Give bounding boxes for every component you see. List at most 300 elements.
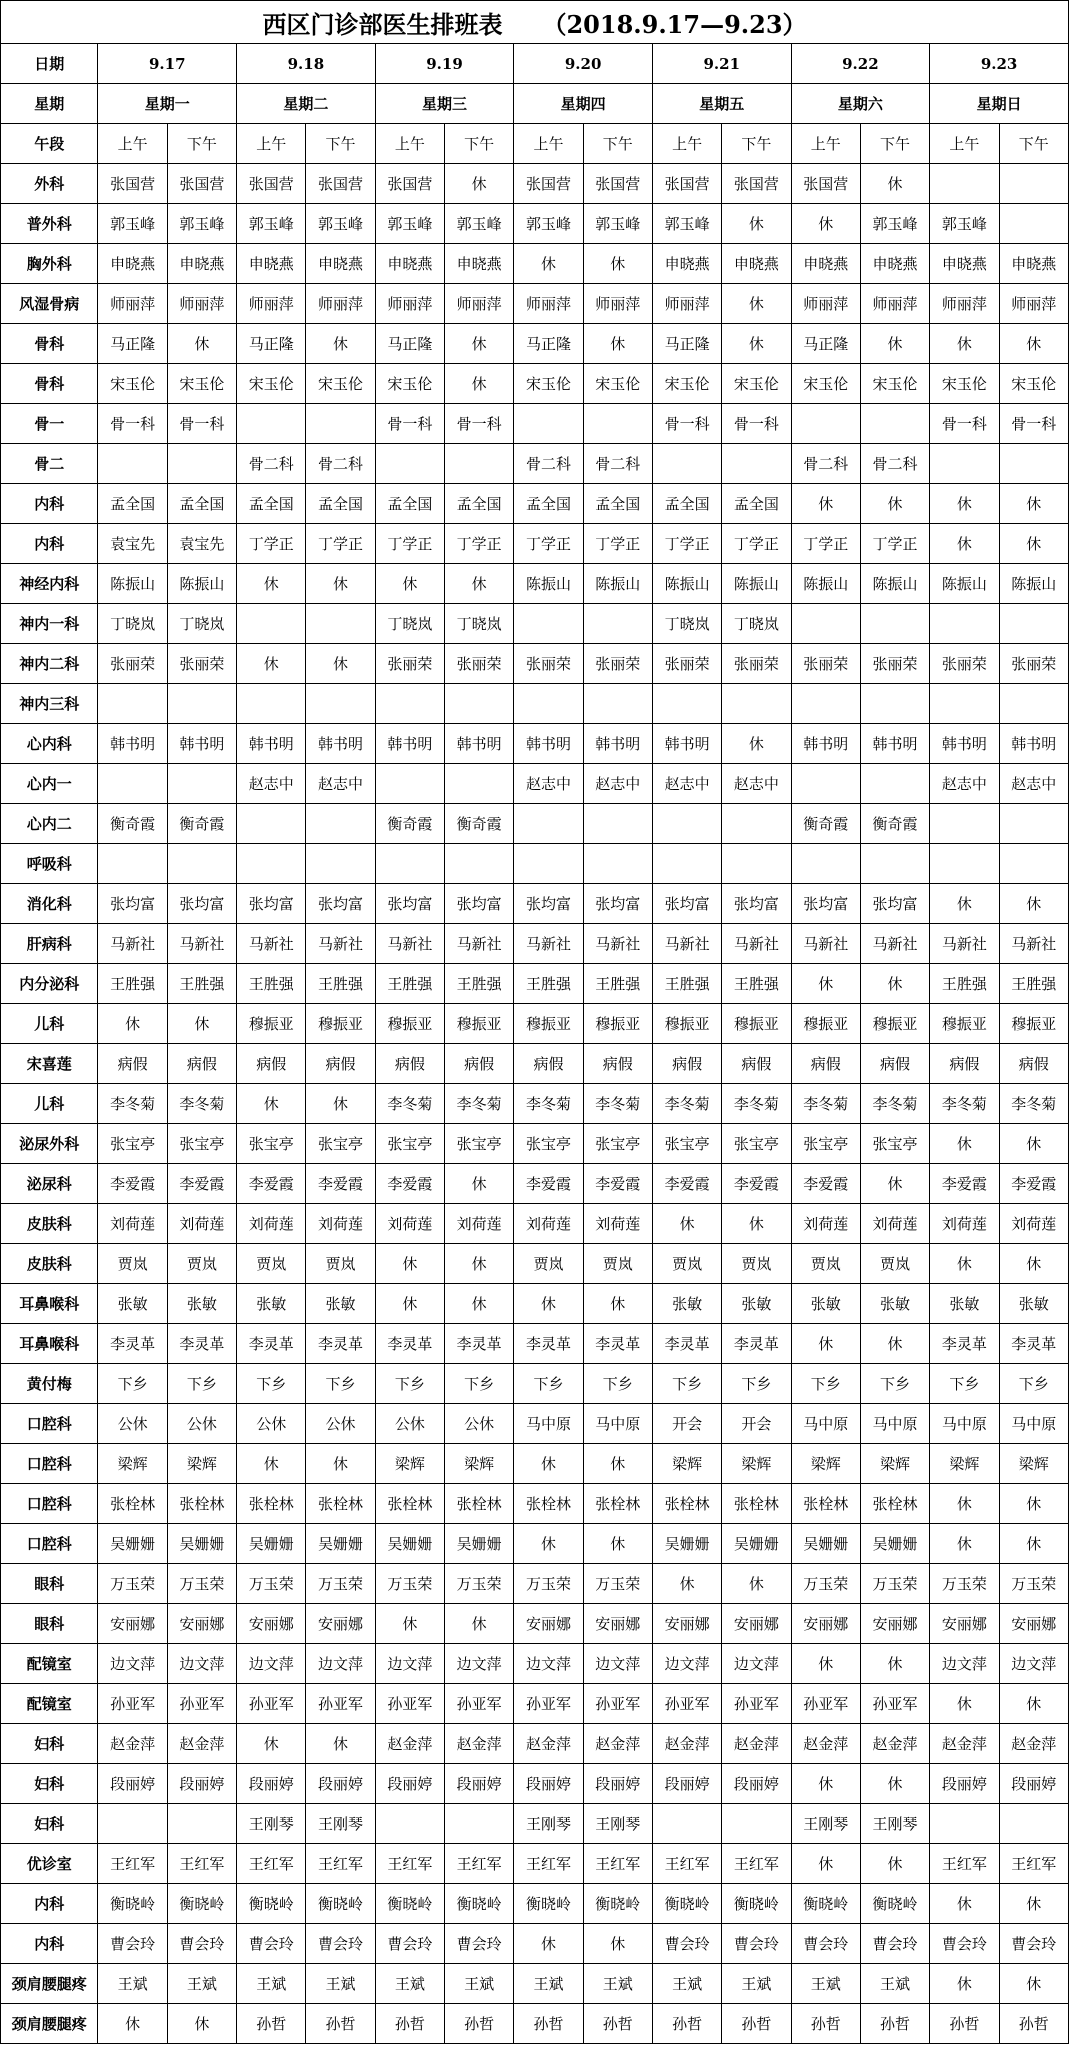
shift-cell — [514, 684, 583, 724]
shift-cell: 衡晓岭 — [375, 1884, 444, 1924]
shift-cell: 段丽婷 — [375, 1764, 444, 1804]
shift-cell: 曹会玲 — [930, 1924, 999, 1964]
shift-cell: 贾岚 — [860, 1244, 929, 1284]
department-cell: 优诊室 — [1, 1844, 98, 1884]
shift-cell: 张国营 — [583, 164, 652, 204]
shift-cell — [930, 684, 999, 724]
shift-cell: 马新社 — [375, 924, 444, 964]
shift-cell — [375, 764, 444, 804]
shift-cell: 李灵革 — [445, 1324, 514, 1364]
shift-cell: 申晓燕 — [722, 244, 791, 284]
shift-cell: 申晓燕 — [98, 244, 167, 284]
shift-cell: 张宝亭 — [306, 1124, 375, 1164]
shift-cell: 衡晓岭 — [514, 1884, 583, 1924]
shift-cell: 马中原 — [791, 1404, 860, 1444]
shift-cell: 张宝亭 — [652, 1124, 721, 1164]
shift-cell: 宋玉伦 — [237, 364, 306, 404]
shift-cell: 陈振山 — [167, 564, 236, 604]
shift-cell: 安丽娜 — [860, 1604, 929, 1644]
shift-cell: 孟全国 — [445, 484, 514, 524]
shift-cell — [167, 764, 236, 804]
table-row — [1, 1044, 1069, 1084]
table-row — [1, 1324, 1069, 1364]
shift-cell: 王刚琴 — [514, 1804, 583, 1844]
shift-cell: 王胜强 — [722, 964, 791, 1004]
shift-cell: 边文萍 — [375, 1644, 444, 1684]
shift-cell: 休 — [167, 1004, 236, 1044]
shift-cell: 申晓燕 — [791, 244, 860, 284]
table-row — [1, 1564, 1069, 1604]
shift-cell: 曹会玲 — [237, 1924, 306, 1964]
shift-cell: 王红军 — [930, 1844, 999, 1884]
shift-cell: 休 — [306, 1724, 375, 1764]
shift-cell: 李爱霞 — [791, 1164, 860, 1204]
department-cell: 内科 — [1, 484, 98, 524]
shift-cell: 张宝亭 — [514, 1124, 583, 1164]
shift-cell: 安丽娜 — [98, 1604, 167, 1644]
shift-cell: 孙亚军 — [306, 1684, 375, 1724]
shift-cell: 张栓林 — [514, 1484, 583, 1524]
shift-cell: 曹会玲 — [791, 1924, 860, 1964]
shift-cell: 万玉荣 — [514, 1564, 583, 1604]
table-row — [1, 644, 1069, 684]
shift-cell: 安丽娜 — [999, 1604, 1069, 1644]
shift-cell: 骨二科 — [583, 444, 652, 484]
shift-cell — [98, 684, 167, 724]
shift-cell: 丁学正 — [445, 524, 514, 564]
shift-cell: 休 — [722, 1564, 791, 1604]
shift-cell — [98, 444, 167, 484]
shift-cell: 休 — [652, 1204, 721, 1244]
shift-cell: 王斌 — [583, 1964, 652, 2004]
shift-cell: 宋玉伦 — [514, 364, 583, 404]
department-cell: 内科 — [1, 524, 98, 564]
shift-cell: 马正隆 — [514, 324, 583, 364]
shift-cell — [722, 804, 791, 844]
shift-cell: 李冬菊 — [375, 1084, 444, 1124]
shift-cell: 段丽婷 — [167, 1764, 236, 1804]
shift-cell: 张丽荣 — [999, 644, 1069, 684]
shift-cell: 宋玉伦 — [583, 364, 652, 404]
shift-cell: 休 — [791, 1324, 860, 1364]
shift-cell: 师丽萍 — [583, 284, 652, 324]
shift-cell: 曹会玲 — [98, 1924, 167, 1964]
shift-cell — [237, 684, 306, 724]
shift-cell: 休 — [930, 1484, 999, 1524]
table-row — [1, 1404, 1069, 1444]
shift-cell: 王红军 — [237, 1844, 306, 1884]
shift-cell: 孟全国 — [167, 484, 236, 524]
shift-cell: 休 — [930, 1524, 999, 1564]
shift-cell: 张国营 — [167, 164, 236, 204]
shift-cell: 李灵革 — [306, 1324, 375, 1364]
shift-cell: 段丽婷 — [652, 1764, 721, 1804]
weekday-label: 星期 — [1, 84, 98, 124]
shift-cell: 公休 — [306, 1404, 375, 1444]
shift-cell: 张栓林 — [445, 1484, 514, 1524]
shift-cell — [375, 844, 444, 884]
shift-cell — [860, 404, 929, 444]
shift-cell: 病假 — [306, 1044, 375, 1084]
shift-cell: 丁学正 — [583, 524, 652, 564]
department-cell: 口腔科 — [1, 1484, 98, 1524]
shift-cell: 孙哲 — [583, 2004, 652, 2044]
shift-cell — [306, 844, 375, 884]
shift-cell: 师丽萍 — [514, 284, 583, 324]
shift-cell: 休 — [306, 1444, 375, 1484]
shift-cell: 休 — [999, 1964, 1069, 2004]
shift-cell: 申晓燕 — [999, 244, 1069, 284]
shift-cell: 休 — [860, 1324, 929, 1364]
table-title: 西区门诊部医生排班表 — [262, 9, 503, 39]
shift-cell: 休 — [791, 964, 860, 1004]
department-cell: 呼吸科 — [1, 844, 98, 884]
shift-cell: 骨一科 — [167, 404, 236, 444]
shift-cell — [999, 204, 1069, 244]
shift-cell: 下乡 — [98, 1364, 167, 1404]
shift-cell: 张丽荣 — [98, 644, 167, 684]
shift-cell: 衡晓岭 — [652, 1884, 721, 1924]
shift-cell: 休 — [98, 1004, 167, 1044]
shift-cell — [791, 684, 860, 724]
shift-cell: 王斌 — [237, 1964, 306, 2004]
date-label: 日期 — [1, 44, 98, 84]
shift-cell — [999, 1804, 1069, 1844]
period-pm-header: 下午 — [167, 124, 236, 164]
shift-cell: 张国营 — [652, 164, 721, 204]
shift-cell: 衡晓岭 — [237, 1884, 306, 1924]
department-cell: 神内一科 — [1, 604, 98, 644]
shift-cell: 休 — [930, 1684, 999, 1724]
shift-cell: 休 — [306, 644, 375, 684]
shift-cell: 张宝亭 — [167, 1124, 236, 1164]
table-row — [1, 1204, 1069, 1244]
department-cell: 心内科 — [1, 724, 98, 764]
shift-cell: 刘荷莲 — [514, 1204, 583, 1244]
shift-cell: 申晓燕 — [652, 244, 721, 284]
shift-cell — [722, 444, 791, 484]
department-cell: 皮肤科 — [1, 1204, 98, 1244]
shift-cell: 马新社 — [98, 924, 167, 964]
shift-cell: 郭玉峰 — [237, 204, 306, 244]
shift-cell: 休 — [375, 1604, 444, 1644]
shift-cell: 孙亚军 — [514, 1684, 583, 1724]
shift-cell: 孙哲 — [791, 2004, 860, 2044]
department-cell: 消化科 — [1, 884, 98, 924]
shift-cell: 休 — [930, 1884, 999, 1924]
shift-cell: 穆振亚 — [375, 1004, 444, 1044]
shift-cell: 张宝亭 — [722, 1124, 791, 1164]
shift-cell: 贾岚 — [791, 1244, 860, 1284]
shift-cell: 骨二科 — [237, 444, 306, 484]
period-am-header: 上午 — [930, 124, 999, 164]
shift-cell: 王红军 — [652, 1844, 721, 1884]
shift-cell: 休 — [999, 1484, 1069, 1524]
shift-cell: 下乡 — [445, 1364, 514, 1404]
shift-cell: 衡奇霞 — [167, 804, 236, 844]
department-cell: 神内二科 — [1, 644, 98, 684]
shift-cell: 李冬菊 — [652, 1084, 721, 1124]
shift-cell: 赵金萍 — [375, 1724, 444, 1764]
table-row — [1, 1084, 1069, 1124]
shift-cell: 贾岚 — [514, 1244, 583, 1284]
department-cell: 配镜室 — [1, 1644, 98, 1684]
shift-cell: 郭玉峰 — [306, 204, 375, 244]
department-cell: 颈肩腰腿疼 — [1, 1964, 98, 2004]
shift-cell: 病假 — [375, 1044, 444, 1084]
shift-cell: 申晓燕 — [237, 244, 306, 284]
shift-cell: 万玉荣 — [791, 1564, 860, 1604]
shift-cell: 张均富 — [167, 884, 236, 924]
shift-cell: 骨一科 — [375, 404, 444, 444]
shift-cell: 张国营 — [237, 164, 306, 204]
shift-cell: 休 — [930, 1964, 999, 2004]
date-header: 9.19 — [375, 44, 514, 84]
shift-cell: 陈振山 — [583, 564, 652, 604]
period-am-header: 上午 — [375, 124, 444, 164]
shift-cell: 郭玉峰 — [445, 204, 514, 244]
shift-cell: 休 — [514, 1284, 583, 1324]
shift-cell: 王刚琴 — [860, 1804, 929, 1844]
shift-cell: 安丽娜 — [167, 1604, 236, 1644]
department-cell: 颈肩腰腿疼 — [1, 2004, 98, 2044]
shift-cell: 公休 — [237, 1404, 306, 1444]
shift-cell: 休 — [514, 1524, 583, 1564]
shift-cell: 韩书明 — [583, 724, 652, 764]
shift-cell: 万玉荣 — [445, 1564, 514, 1604]
shift-cell: 休 — [930, 324, 999, 364]
shift-cell: 孙亚军 — [722, 1684, 791, 1724]
date-header: 9.23 — [930, 44, 1069, 84]
shift-cell: 王红军 — [306, 1844, 375, 1884]
shift-cell: 丁晓岚 — [167, 604, 236, 644]
shift-cell — [583, 604, 652, 644]
shift-cell: 张宝亭 — [860, 1124, 929, 1164]
shift-cell: 边文萍 — [514, 1644, 583, 1684]
shift-cell: 马正隆 — [375, 324, 444, 364]
shift-cell: 张栓林 — [237, 1484, 306, 1524]
shift-cell — [445, 764, 514, 804]
shift-cell: 休 — [999, 1124, 1069, 1164]
shift-cell: 李冬菊 — [999, 1084, 1069, 1124]
shift-cell: 安丽娜 — [583, 1604, 652, 1644]
shift-cell: 骨一科 — [722, 404, 791, 444]
shift-cell: 张丽荣 — [652, 644, 721, 684]
shift-cell — [237, 804, 306, 844]
shift-cell: 李灵革 — [583, 1324, 652, 1364]
shift-cell: 安丽娜 — [791, 1604, 860, 1644]
shift-cell: 韩书明 — [237, 724, 306, 764]
period-row — [1, 124, 1069, 164]
shift-cell: 王红军 — [375, 1844, 444, 1884]
schedule-body — [1, 1, 1069, 2044]
shift-cell: 段丽婷 — [514, 1764, 583, 1804]
shift-cell: 袁宝先 — [98, 524, 167, 564]
shift-cell: 休 — [237, 564, 306, 604]
shift-cell: 曹会玲 — [375, 1924, 444, 1964]
shift-cell: 李爱霞 — [652, 1164, 721, 1204]
shift-cell: 安丽娜 — [722, 1604, 791, 1644]
weekday-header: 星期五 — [652, 84, 791, 124]
shift-cell: 师丽萍 — [98, 284, 167, 324]
shift-cell — [791, 604, 860, 644]
shift-cell: 休 — [791, 1844, 860, 1884]
shift-cell: 刘荷莲 — [445, 1204, 514, 1244]
shift-cell: 休 — [791, 204, 860, 244]
shift-cell — [930, 804, 999, 844]
shift-cell: 王胜强 — [583, 964, 652, 1004]
shift-cell — [167, 444, 236, 484]
table-row — [1, 364, 1069, 404]
shift-cell: 师丽萍 — [237, 284, 306, 324]
date-header: 9.18 — [237, 44, 376, 84]
shift-cell: 王胜强 — [98, 964, 167, 1004]
shift-cell: 陈振山 — [930, 564, 999, 604]
shift-cell: 休 — [445, 1164, 514, 1204]
shift-cell: 马正隆 — [237, 324, 306, 364]
shift-cell: 下乡 — [306, 1364, 375, 1404]
shift-cell — [722, 844, 791, 884]
department-cell: 皮肤科 — [1, 1244, 98, 1284]
shift-cell: 孙哲 — [306, 2004, 375, 2044]
shift-cell: 孙亚军 — [791, 1684, 860, 1724]
shift-cell: 万玉荣 — [860, 1564, 929, 1604]
shift-cell: 万玉荣 — [999, 1564, 1069, 1604]
shift-cell: 张敏 — [306, 1284, 375, 1324]
shift-cell: 李灵革 — [237, 1324, 306, 1364]
shift-cell: 郭玉峰 — [860, 204, 929, 244]
shift-cell: 休 — [237, 1724, 306, 1764]
shift-cell: 马新社 — [306, 924, 375, 964]
shift-cell: 张国营 — [514, 164, 583, 204]
shift-cell: 休 — [445, 324, 514, 364]
shift-cell: 孙哲 — [722, 2004, 791, 2044]
shift-cell: 张栓林 — [167, 1484, 236, 1524]
shift-cell — [999, 164, 1069, 204]
shift-cell: 孙亚军 — [375, 1684, 444, 1724]
shift-cell: 休 — [583, 244, 652, 284]
shift-cell: 休 — [445, 364, 514, 404]
shift-cell: 休 — [167, 324, 236, 364]
shift-cell: 下乡 — [237, 1364, 306, 1404]
shift-cell — [167, 684, 236, 724]
department-cell: 口腔科 — [1, 1404, 98, 1444]
shift-cell: 宋玉伦 — [860, 364, 929, 404]
shift-cell: 曹会玲 — [999, 1924, 1069, 1964]
shift-cell: 孟全国 — [375, 484, 444, 524]
shift-cell: 边文萍 — [237, 1644, 306, 1684]
shift-cell: 王胜强 — [167, 964, 236, 1004]
department-cell: 眼科 — [1, 1604, 98, 1644]
shift-cell: 梁辉 — [930, 1444, 999, 1484]
shift-cell: 孙哲 — [375, 2004, 444, 2044]
shift-cell — [583, 844, 652, 884]
shift-cell: 张丽荣 — [375, 644, 444, 684]
shift-cell: 韩书明 — [791, 724, 860, 764]
shift-cell: 宋玉伦 — [999, 364, 1069, 404]
shift-cell: 张宝亭 — [237, 1124, 306, 1164]
department-cell: 宋喜莲 — [1, 1044, 98, 1084]
table-row — [1, 1964, 1069, 2004]
shift-cell: 刘荷莲 — [98, 1204, 167, 1244]
table-row — [1, 964, 1069, 1004]
shift-cell: 王红军 — [514, 1844, 583, 1884]
shift-cell: 穆振亚 — [722, 1004, 791, 1044]
shift-cell: 张国营 — [722, 164, 791, 204]
shift-cell: 衡晓岭 — [98, 1884, 167, 1924]
period-am-header: 上午 — [98, 124, 167, 164]
shift-cell: 丁学正 — [306, 524, 375, 564]
shift-cell: 万玉荣 — [306, 1564, 375, 1604]
shift-cell: 骨一科 — [98, 404, 167, 444]
shift-cell — [860, 684, 929, 724]
shift-cell: 段丽婷 — [445, 1764, 514, 1804]
department-cell: 黄付梅 — [1, 1364, 98, 1404]
shift-cell: 王红军 — [722, 1844, 791, 1884]
shift-cell: 李冬菊 — [722, 1084, 791, 1124]
shift-cell: 孟全国 — [306, 484, 375, 524]
table-row — [1, 1724, 1069, 1764]
shift-cell: 丁学正 — [375, 524, 444, 564]
shift-cell: 安丽娜 — [306, 1604, 375, 1644]
shift-cell: 马中原 — [514, 1404, 583, 1444]
table-row — [1, 1164, 1069, 1204]
shift-cell: 师丽萍 — [860, 284, 929, 324]
shift-cell: 张栓林 — [583, 1484, 652, 1524]
date-header: 9.22 — [791, 44, 930, 84]
table-row — [1, 724, 1069, 764]
shift-cell: 郭玉峰 — [583, 204, 652, 244]
shift-cell — [791, 764, 860, 804]
period-am-header: 上午 — [791, 124, 860, 164]
table-row — [1, 1484, 1069, 1524]
shift-cell: 孙哲 — [652, 2004, 721, 2044]
shift-cell: 李爱霞 — [167, 1164, 236, 1204]
shift-cell: 梁辉 — [652, 1444, 721, 1484]
shift-cell: 穆振亚 — [514, 1004, 583, 1044]
shift-cell: 衡晓岭 — [722, 1884, 791, 1924]
shift-cell — [514, 844, 583, 884]
shift-cell: 张丽荣 — [514, 644, 583, 684]
shift-cell — [791, 844, 860, 884]
shift-cell: 李冬菊 — [98, 1084, 167, 1124]
shift-cell: 王红军 — [583, 1844, 652, 1884]
shift-cell: 休 — [930, 1244, 999, 1284]
shift-cell: 安丽娜 — [514, 1604, 583, 1644]
shift-cell: 边文萍 — [306, 1644, 375, 1684]
shift-cell: 张丽荣 — [583, 644, 652, 684]
shift-cell: 段丽婷 — [999, 1764, 1069, 1804]
shift-cell: 开会 — [652, 1404, 721, 1444]
shift-cell: 曹会玲 — [306, 1924, 375, 1964]
shift-cell — [514, 404, 583, 444]
shift-cell: 休 — [930, 484, 999, 524]
department-cell: 儿科 — [1, 1084, 98, 1124]
shift-cell: 马中原 — [999, 1404, 1069, 1444]
shift-cell: 赵志中 — [722, 764, 791, 804]
shift-cell: 马新社 — [445, 924, 514, 964]
shift-cell: 病假 — [930, 1044, 999, 1084]
shift-cell — [237, 604, 306, 644]
shift-cell: 马正隆 — [791, 324, 860, 364]
shift-cell: 李爱霞 — [375, 1164, 444, 1204]
shift-cell: 李爱霞 — [722, 1164, 791, 1204]
shift-cell: 王胜强 — [306, 964, 375, 1004]
shift-cell: 休 — [445, 1244, 514, 1284]
shift-cell: 赵志中 — [306, 764, 375, 804]
department-cell: 耳鼻喉科 — [1, 1284, 98, 1324]
shift-cell: 梁辉 — [167, 1444, 236, 1484]
